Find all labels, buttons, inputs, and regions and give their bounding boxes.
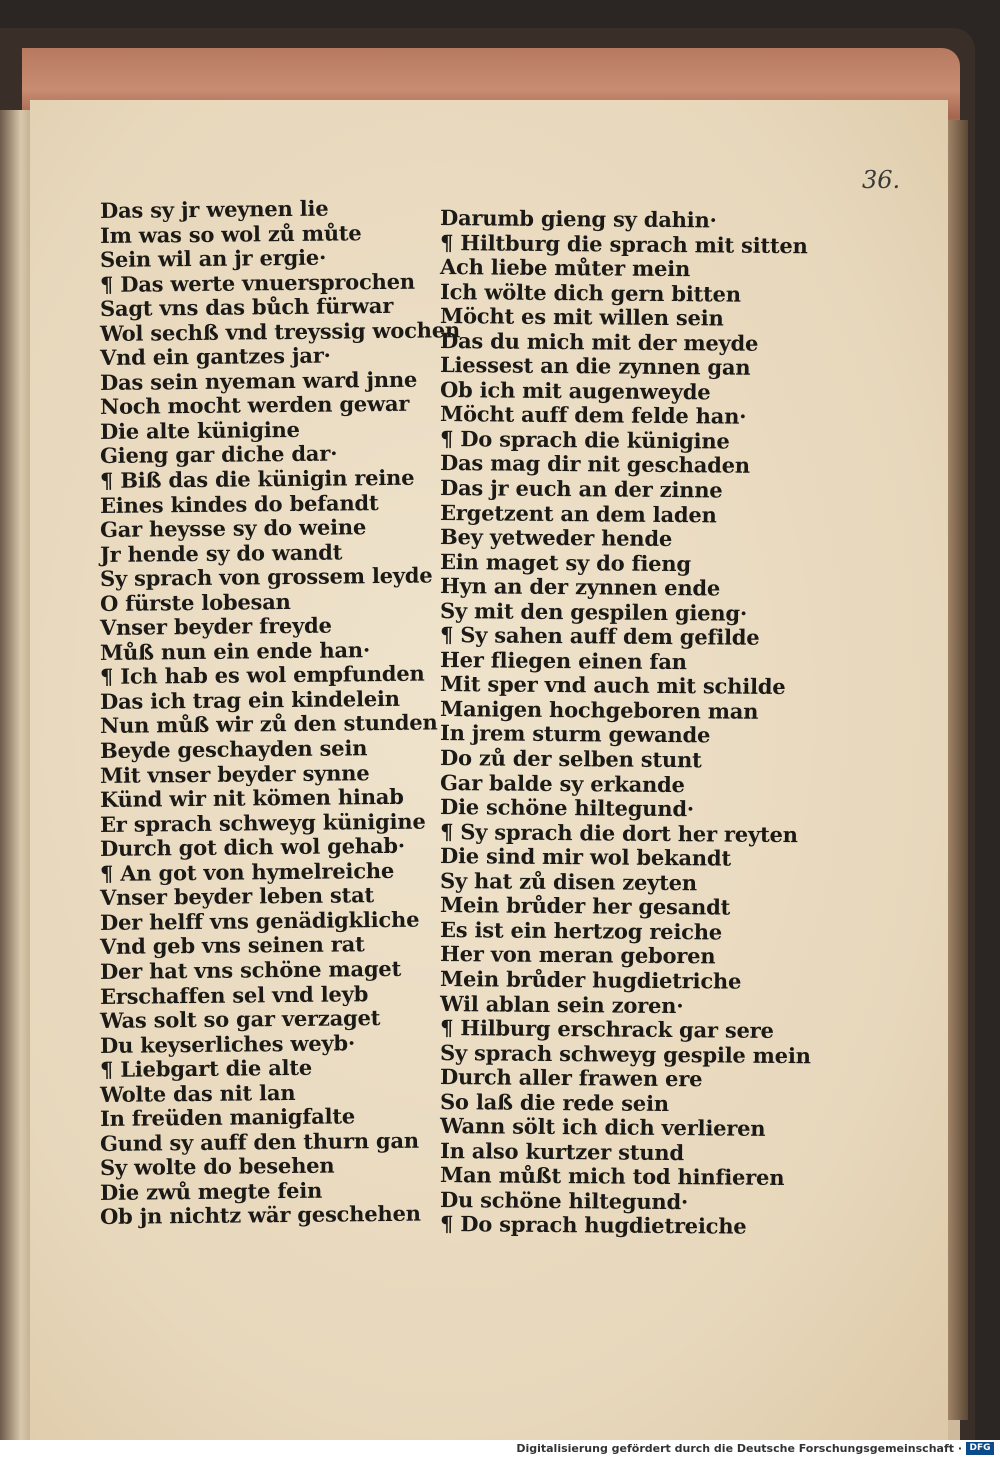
verse-line: Erschaffen sel vnd leyb xyxy=(99,980,369,1009)
verse-line: Gund sy auff den thurn gan xyxy=(99,1127,420,1156)
verse-line: Nun můß wir zů den stunden xyxy=(99,709,438,739)
verse-line: ¶ Do sprach hugdietreiche xyxy=(439,1211,747,1240)
verse-line: ¶ Do sprach die künigine xyxy=(439,425,730,454)
verse-line: Die schöne hiltegund· xyxy=(439,794,695,822)
verse-line: ¶ Das werte vnuersprochen xyxy=(99,268,416,297)
verse-line: Sagt vns das bůch fürwar xyxy=(99,293,394,322)
verse-line: Man můßt mich tod hinfieren xyxy=(439,1162,785,1191)
verse-line: Vnd ein gantzes jar· xyxy=(99,342,331,371)
verse-line: Durch got dich wol gehab· xyxy=(99,833,406,862)
verse-line: Můß nun ein ende han· xyxy=(99,637,371,665)
verse-line: Das du mich mit der meyde xyxy=(439,327,759,356)
verse-line: Mein brůder her gesandt xyxy=(439,892,731,920)
folio-number: 36. xyxy=(862,166,901,194)
verse-line: Noch mocht werden gewar xyxy=(99,391,410,420)
verse-line: Ergetzent an dem laden xyxy=(439,499,717,527)
verse-line: Das sein nyeman ward jnne xyxy=(99,366,418,395)
verse-line: In also kurtzer stund xyxy=(439,1137,685,1165)
verse-line: Durch aller frawen ere xyxy=(439,1064,703,1092)
verse-line: ¶ Biß das die künigin reine xyxy=(99,464,415,494)
verse-line: Sein wil an jr ergie· xyxy=(99,244,327,273)
verse-line: Do zů der selben stunt xyxy=(439,745,702,773)
verse-line: Er sprach schweyg künigine xyxy=(99,808,426,837)
text-column-right xyxy=(439,205,811,1240)
verse-line: Mein brůder hugdietriche xyxy=(439,965,742,994)
verse-line: Künd wir nit kömen hinab xyxy=(99,783,404,813)
verse-line: Gieng gar diche dar· xyxy=(99,440,338,469)
verse-line: Wol sechß vnd treyssig wochen xyxy=(99,316,461,346)
verse-line: ¶ Sy sprach die dort her reyten xyxy=(439,818,798,847)
verse-line: Her von meran geboren xyxy=(439,941,716,969)
verse-line: Ob ich mit augenweyde xyxy=(439,376,711,405)
page-right-edge xyxy=(948,120,968,1420)
verse-line: Ein maget sy do fieng xyxy=(439,548,692,576)
verse-line: ¶ Hiltburg die sprach mit sitten xyxy=(439,229,808,258)
verse-line: In jrem sturm gewande xyxy=(439,720,711,748)
verse-line: Sy mit den gespilen gieng· xyxy=(439,597,748,626)
verse-line: Möcht auff dem felde han· xyxy=(439,401,747,430)
verse-line: Was solt so gar verzaget xyxy=(99,1005,381,1034)
verse-line: ¶ Liebgart die alte xyxy=(99,1054,313,1083)
verse-line: Das jr euch an der zinne xyxy=(439,475,723,503)
verse-line: Vnser beyder leben stat xyxy=(99,882,375,911)
verse-line: Sy sprach von grossem leyde xyxy=(99,562,433,592)
verse-line: Das ich trag ein kindelein xyxy=(99,685,400,714)
verse-line: Darumb gieng sy dahin· xyxy=(439,205,717,233)
verse-line: O fürste lobesan xyxy=(99,588,291,616)
verse-line: ¶ Sy sahen auff dem gefilde xyxy=(439,622,760,651)
left-page-edge xyxy=(0,110,30,1440)
verse-line: ¶ Hilburg erschrack gar sere xyxy=(439,1015,774,1043)
verse-line: Sy sprach schweyg gespile mein xyxy=(439,1039,811,1068)
funding-credit: Digitalisierung gefördert durch die Deutsche Forschungsgemeinschaft · xyxy=(516,1442,962,1455)
verse-line: Hyn an der zynnen ende xyxy=(439,573,721,601)
verse-line: Eines kindes do befandt xyxy=(99,489,379,518)
verse-line: Es ist ein hertzog reiche xyxy=(439,916,723,945)
verse-line: Möcht es mit willen sein xyxy=(439,303,724,331)
verse-line: Mit sper vnd auch mit schilde xyxy=(439,671,786,700)
verse-line: Du schöne hiltegund· xyxy=(439,1186,689,1215)
text-column-left xyxy=(99,195,461,1230)
dfg-logo: DFG xyxy=(966,1442,994,1455)
verse-line: Gar balde sy erkande xyxy=(439,769,685,797)
verse-line: Im was so wol zů můte xyxy=(99,219,362,248)
verse-line: Der hat vns schöne maget xyxy=(99,955,402,984)
verse-line: Die zwů megte fein xyxy=(99,1177,323,1205)
verse-line: So laß die rede sein xyxy=(439,1088,669,1116)
verse-line: Sy wolte do besehen xyxy=(99,1152,335,1181)
verse-line: Wolte das nit lan xyxy=(99,1079,296,1107)
verse-line: Bey yetweder hende xyxy=(439,524,673,552)
verse-line: Du keyserliches weyb· xyxy=(99,1029,356,1058)
verse-line: Manigen hochgeboren man xyxy=(439,695,759,724)
verse-line: Jr hende sy do wandt xyxy=(99,539,343,567)
verse-line: Die alte künigine xyxy=(99,416,300,444)
verse-line: Das mag dir nit geschaden xyxy=(439,450,751,479)
verse-line: Gar heysse sy do weine xyxy=(99,514,367,543)
verse-line: Wil ablan sein zoren· xyxy=(439,990,684,1018)
verse-line: Der helff vns genädigkliche xyxy=(99,906,420,935)
verse-line: Ach liebe můter mein xyxy=(439,254,691,282)
verse-line: Her fliegen einen fan xyxy=(439,646,687,674)
verse-line: Ich wölte dich gern bitten xyxy=(439,278,741,307)
verse-line: Vnd geb vns seinen rat xyxy=(99,931,365,960)
verse-line: In freüden manigfalte xyxy=(99,1103,356,1132)
verse-line: Mit vnser beyder synne xyxy=(99,759,370,788)
verse-line: Die sind mir wol bekandt xyxy=(439,843,732,871)
verse-line: ¶ Ich hab es wol empfunden xyxy=(99,660,425,690)
verse-line: Vnser beyder freyde xyxy=(99,612,332,641)
verse-line: Ob jn nichtz wär geschehen xyxy=(99,1201,421,1230)
verse-line: Wann sölt ich dich verlieren xyxy=(439,1113,766,1142)
verse-line: Das sy jr weynen lie xyxy=(99,195,329,223)
verse-line: Beyde geschayden sein xyxy=(99,735,368,764)
verse-line: Liessest an die zynnen gan xyxy=(439,352,751,380)
verse-line: Sy hat zů disen zeyten xyxy=(439,867,698,896)
verse-line: ¶ An got von hymelreiche xyxy=(99,857,395,886)
